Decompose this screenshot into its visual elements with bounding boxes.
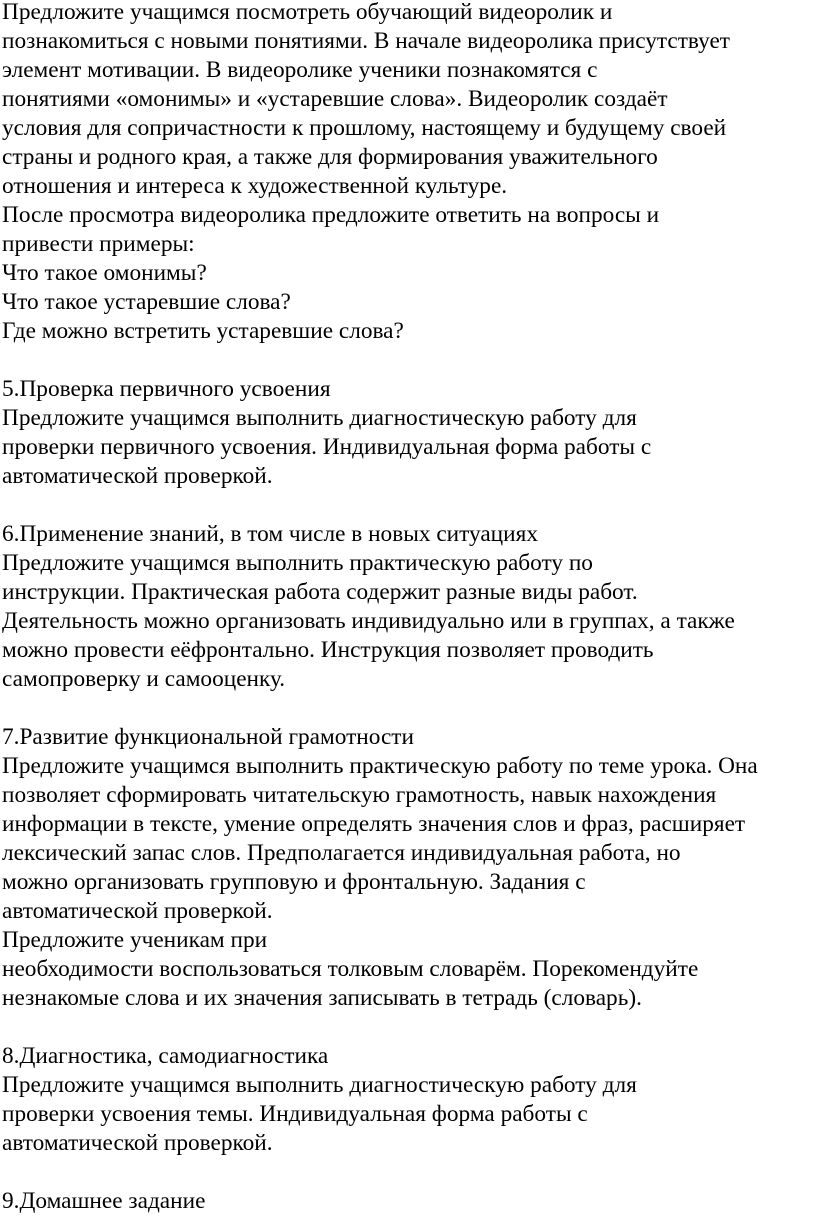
text-line: можно провести еёфронтально. Инструкция позволяет проводить	[2, 637, 654, 663]
text-line: отношения и интереса к художественной культуре.	[2, 173, 508, 199]
question-line: Что такое омонимы?	[2, 260, 207, 286]
text-line: лексический запас слов. Предполагается индивидуальная работа, но	[2, 840, 681, 866]
text-line: необходимости воспользоваться толковым словарём. Порекомендуйте	[2, 956, 699, 982]
text-line: Предложите учащимся выполнить практическую работу по	[2, 550, 593, 576]
blank-line	[2, 694, 816, 723]
text-line: условия для сопричастности к прошлому, настоящему и будущему своей	[2, 115, 727, 141]
text-line: незнакомые слова и их значения записывать в тетрадь (словарь).	[2, 985, 642, 1011]
question-line: Что такое устаревшие слова?	[2, 289, 291, 315]
section-heading-5: 5.Проверка первичного усвоения	[2, 376, 331, 402]
text-line: Предложите учащимся выполнить диагностическую работу для	[2, 405, 637, 431]
blank-line	[2, 346, 816, 375]
text-line: Предложите ученикам при	[2, 927, 268, 953]
question-line: Где можно встретить устаревшие слова?	[2, 318, 404, 344]
text-line: проверки усвоения темы. Индивидуальная форма работы с	[2, 1101, 588, 1127]
section-heading-7: 7.Развитие функциональной грамотности	[2, 724, 414, 750]
section-heading-6: 6.Применение знаний, в том числе в новых ситуациях	[2, 521, 538, 547]
text-line: Деятельность можно организовать индивидуально или в группах, а также	[2, 608, 735, 634]
text-line: самопроверку и самооценку.	[2, 666, 286, 692]
text-line: привести примеры:	[2, 231, 195, 257]
text-line: страны и родного края, а также для формирования уважительного	[2, 144, 658, 170]
text-line: После просмотра видеоролика предложите ответить на вопросы и	[2, 202, 660, 228]
text-line: проверки первичного усвоения. Индивидуальная форма работы с	[2, 434, 652, 460]
text-line: позволяет сформировать читательскую грамотность, навык нахождения	[2, 782, 717, 808]
text-line: автоматической проверкой.	[2, 463, 273, 489]
text-line: автоматической проверкой.	[2, 898, 273, 924]
section-heading-9: 9.Домашнее задание	[2, 1188, 206, 1214]
text-line: познакомиться с новыми понятиями. В начале видеоролика присутствует	[2, 28, 730, 54]
text-line: Предложите учащимся выполнить диагностическую работу для	[2, 1072, 637, 1098]
text-line: Предложите учащимся посмотреть обучающий видеоролик и	[2, 0, 613, 25]
blank-line	[2, 1013, 816, 1042]
section-heading-8: 8.Диагностика, самодиагностика	[2, 1043, 329, 1069]
text-line: можно организовать групповую и фронтальную. Задания с	[2, 869, 586, 895]
text-line: Предложите учащимся выполнить практическую работу по теме урока. Она	[2, 753, 758, 779]
text-line: понятиями «омонимы» и «устаревшие слова». Видеоролик создаёт	[2, 86, 668, 112]
text-line: элемент мотивации. В видеоролике ученики познакомятся с	[2, 57, 598, 83]
text-line: инструкции. Практическая работа содержит разные виды работ.	[2, 579, 638, 605]
blank-line	[2, 1158, 816, 1187]
text-line: информации в тексте, умение определять значения слов и фраз, расширяет	[2, 811, 746, 837]
text-line: автоматической проверкой.	[2, 1130, 273, 1156]
blank-line	[2, 491, 816, 520]
